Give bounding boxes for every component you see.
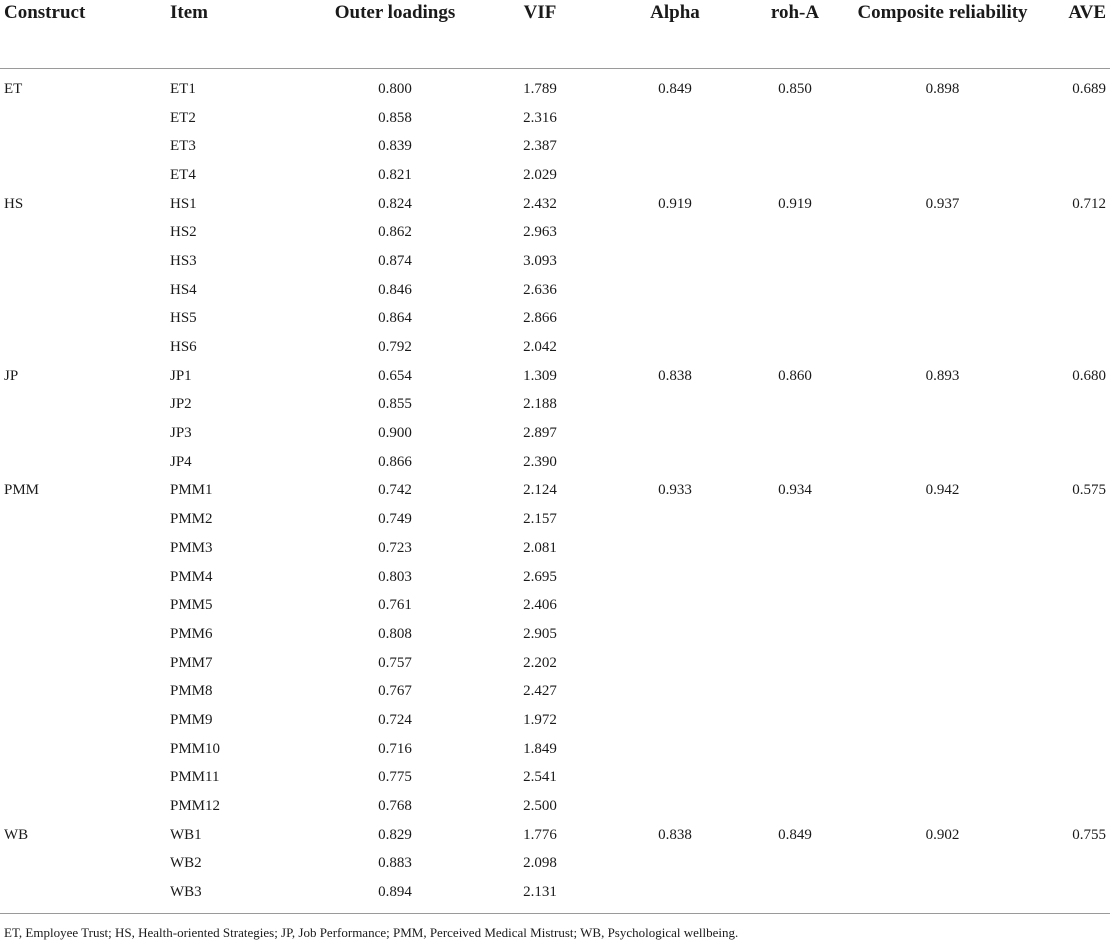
cell-composite-reliability <box>850 620 1035 649</box>
cell-construct <box>0 218 156 247</box>
cell-composite-reliability <box>850 247 1035 276</box>
cell-construct: WB <box>4 826 29 843</box>
table-footnote: ET, Employee Trust; HS, Health-oriented Strategies; JP, Job Performance; PMM, Perceived Medical Mistrust; WB, Psychological wellbeing. <box>4 925 739 940</box>
cell-composite-reliability <box>850 419 1035 448</box>
cell-construct <box>0 534 156 563</box>
cell-outer-loading: 0.808 <box>378 625 412 642</box>
table-row <box>0 878 1110 913</box>
cell-roh-a: 0.850 <box>778 80 812 97</box>
table-row <box>0 247 1110 276</box>
cell-ave <box>1035 391 1110 420</box>
header-composite-reliability: Composite reliability <box>850 0 1035 69</box>
cell-outer-loading: 0.894 <box>320 878 470 913</box>
cell-outer-loading: 0.723 <box>378 539 412 556</box>
table-row <box>0 620 1110 649</box>
cell-ave <box>1035 591 1110 620</box>
cell-construct <box>0 104 156 133</box>
cell-outer-loading: 0.874 <box>378 252 412 269</box>
cell-roh-a: 0.934 <box>778 482 812 499</box>
cell-composite-reliability: 0.942 <box>925 482 960 499</box>
cell-outer-loading: 0.900 <box>378 425 412 442</box>
cell-composite-reliability <box>850 218 1035 247</box>
cell-alpha <box>610 563 740 592</box>
cell-ave: 0.712 <box>1072 195 1106 212</box>
cell-composite-reliability <box>850 591 1035 620</box>
cell-vif: 3.093 <box>523 252 557 269</box>
cell-composite-reliability: 0.893 <box>925 367 960 384</box>
cell-ave <box>1035 792 1110 821</box>
cell-ave: 0.575 <box>1072 482 1106 499</box>
cell-alpha <box>610 161 740 190</box>
cell-composite-reliability <box>850 677 1035 706</box>
cell-alpha <box>610 419 740 448</box>
cell-ave: 0.755 <box>1072 826 1106 843</box>
cell-item: PMM7 <box>170 654 213 671</box>
cell-composite-reliability <box>850 161 1035 190</box>
cell-item: PMM6 <box>170 625 213 642</box>
table-row <box>0 591 1110 620</box>
cell-alpha <box>610 878 740 913</box>
cell-item: WB3 <box>156 878 320 913</box>
cell-alpha <box>610 649 740 678</box>
table-row <box>0 391 1110 420</box>
cell-item: HS6 <box>170 339 197 356</box>
cell-composite-reliability: 0.902 <box>925 826 960 843</box>
cell-alpha: 0.849 <box>658 80 692 97</box>
cell-roh-a: 0.849 <box>778 826 812 843</box>
table-row <box>0 821 1110 850</box>
cell-item: PMM4 <box>170 568 213 585</box>
cell-ave <box>1035 563 1110 592</box>
cell-construct <box>0 448 156 477</box>
cell-item: JP2 <box>170 396 192 413</box>
cell-roh-a <box>740 247 850 276</box>
table-row <box>0 132 1110 161</box>
cell-alpha <box>610 218 740 247</box>
table-row <box>0 104 1110 133</box>
cell-outer-loading: 0.883 <box>378 855 412 872</box>
table-row <box>0 305 1110 334</box>
cell-vif: 2.042 <box>523 339 557 356</box>
table-row <box>0 69 1110 104</box>
cell-alpha <box>610 104 740 133</box>
cell-roh-a <box>740 850 850 879</box>
cell-ave <box>1035 448 1110 477</box>
cell-vif: 1.776 <box>523 826 557 843</box>
cell-roh-a <box>740 161 850 190</box>
table-row <box>0 850 1110 879</box>
cell-outer-loading: 0.858 <box>378 109 412 126</box>
cell-construct <box>0 620 156 649</box>
cell-alpha <box>610 305 740 334</box>
cell-construct <box>0 677 156 706</box>
cell-composite-reliability <box>850 706 1035 735</box>
table-row <box>0 419 1110 448</box>
cell-roh-a <box>740 735 850 764</box>
table-row <box>0 190 1110 219</box>
cell-roh-a <box>740 448 850 477</box>
cell-outer-loading: 0.862 <box>378 224 412 241</box>
cell-roh-a <box>740 620 850 649</box>
cell-ave <box>1035 764 1110 793</box>
table-row <box>0 448 1110 477</box>
cell-construct <box>0 419 156 448</box>
cell-composite-reliability <box>850 132 1035 161</box>
cell-ave: 0.689 <box>1072 80 1106 97</box>
cell-outer-loading: 0.761 <box>378 597 412 614</box>
cell-vif: 2.316 <box>523 109 557 126</box>
table-row <box>0 649 1110 678</box>
cell-vif: 2.500 <box>523 798 557 815</box>
cell-alpha <box>610 505 740 534</box>
cell-vif: 2.905 <box>523 625 557 642</box>
cell-construct <box>0 764 156 793</box>
cell-outer-loading: 0.800 <box>378 80 412 97</box>
cell-outer-loading: 0.767 <box>378 683 412 700</box>
header-item: Item <box>156 0 320 69</box>
cell-item: PMM8 <box>170 683 213 700</box>
cell-composite-reliability <box>850 448 1035 477</box>
cell-item: PMM12 <box>170 798 221 815</box>
cell-outer-loading: 0.821 <box>378 166 412 183</box>
cell-vif: 2.098 <box>523 855 557 872</box>
cell-roh-a <box>740 677 850 706</box>
table-row <box>0 161 1110 190</box>
cell-vif: 2.427 <box>523 683 557 700</box>
cell-outer-loading: 0.716 <box>378 740 412 757</box>
cell-roh-a <box>740 333 850 362</box>
cell-roh-a <box>740 563 850 592</box>
cell-alpha: 0.838 <box>658 367 692 384</box>
cell-alpha <box>610 534 740 563</box>
cell-item: HS3 <box>170 252 197 269</box>
cell-construct <box>0 591 156 620</box>
cell-ave <box>1035 276 1110 305</box>
cell-alpha <box>610 448 740 477</box>
cell-vif: 2.124 <box>523 482 557 499</box>
table-row <box>0 563 1110 592</box>
cell-construct <box>0 305 156 334</box>
cell-ave <box>1035 878 1110 913</box>
cell-outer-loading: 0.864 <box>378 310 412 327</box>
cell-item: JP1 <box>170 367 192 384</box>
table-body <box>0 69 1110 914</box>
cell-item: PMM1 <box>170 482 213 499</box>
cell-outer-loading: 0.839 <box>378 138 412 155</box>
table-row <box>0 505 1110 534</box>
cell-construct <box>0 333 156 362</box>
cell-composite-reliability: 0.937 <box>925 195 960 212</box>
cell-ave <box>1035 218 1110 247</box>
cell-item: WB2 <box>170 855 202 872</box>
table-row <box>0 735 1110 764</box>
cell-ave: 0.680 <box>1072 367 1106 384</box>
cell-alpha <box>610 850 740 879</box>
cell-vif: 2.390 <box>523 453 557 470</box>
cell-composite-reliability <box>850 563 1035 592</box>
cell-composite-reliability <box>850 333 1035 362</box>
table-row <box>0 677 1110 706</box>
cell-roh-a: 0.860 <box>778 367 812 384</box>
table-row <box>0 534 1110 563</box>
cell-ave <box>1035 333 1110 362</box>
cell-construct <box>0 391 156 420</box>
cell-alpha <box>610 735 740 764</box>
cell-construct: PMM <box>4 482 40 499</box>
cell-outer-loading: 0.829 <box>378 826 412 843</box>
cell-roh-a <box>740 534 850 563</box>
cell-ave <box>1035 419 1110 448</box>
header-ave: AVE <box>1035 0 1110 69</box>
table-row <box>0 792 1110 821</box>
cell-item: HS2 <box>170 224 197 241</box>
cell-composite-reliability <box>850 764 1035 793</box>
cell-vif: 2.157 <box>523 511 557 528</box>
cell-composite-reliability <box>850 276 1035 305</box>
cell-vif: 2.695 <box>523 568 557 585</box>
cell-roh-a <box>740 305 850 334</box>
cell-roh-a <box>740 505 850 534</box>
cell-construct <box>0 505 156 534</box>
cell-outer-loading: 0.775 <box>378 769 412 786</box>
cell-composite-reliability <box>850 735 1035 764</box>
cell-alpha: 0.919 <box>658 195 692 212</box>
cell-vif: 2.081 <box>523 539 557 556</box>
cell-vif: 2.897 <box>523 425 557 442</box>
cell-vif: 2.029 <box>523 166 557 183</box>
cell-vif: 1.972 <box>523 711 557 728</box>
cell-item: PMM5 <box>170 597 213 614</box>
cell-item: HS5 <box>170 310 197 327</box>
cell-item: ET4 <box>170 166 196 183</box>
cell-outer-loading: 0.724 <box>378 711 412 728</box>
cell-construct: JP <box>4 367 19 384</box>
cell-alpha: 0.933 <box>658 482 692 499</box>
cell-construct <box>0 161 156 190</box>
cell-construct <box>0 792 156 821</box>
table-row <box>0 362 1110 391</box>
cell-item: ET2 <box>170 109 196 126</box>
cell-outer-loading: 0.803 <box>378 568 412 585</box>
cell-item: HS1 <box>170 195 197 212</box>
cell-composite-reliability <box>850 878 1035 913</box>
table-row <box>0 477 1110 506</box>
cell-item: PMM3 <box>170 539 213 556</box>
header-outer-loadings: Outer loadings <box>320 0 470 69</box>
cell-ave <box>1035 505 1110 534</box>
cell-ave <box>1035 305 1110 334</box>
cell-item: JP3 <box>170 425 192 442</box>
cell-composite-reliability <box>850 850 1035 879</box>
cell-item: WB1 <box>170 826 202 843</box>
cell-outer-loading: 0.824 <box>378 195 412 212</box>
cell-ave <box>1035 247 1110 276</box>
cell-alpha <box>610 247 740 276</box>
cell-construct <box>0 878 156 913</box>
cell-outer-loading: 0.654 <box>378 367 412 384</box>
cell-construct <box>0 706 156 735</box>
cell-alpha <box>610 620 740 649</box>
header-roh-a: roh-A <box>740 0 850 69</box>
cell-vif: 2.432 <box>523 195 557 212</box>
cell-composite-reliability: 0.898 <box>925 80 960 97</box>
cell-composite-reliability <box>850 305 1035 334</box>
cell-vif: 1.309 <box>523 367 557 384</box>
cell-construct <box>0 132 156 161</box>
cell-vif: 2.188 <box>523 396 557 413</box>
table-row <box>0 218 1110 247</box>
cell-vif: 2.636 <box>523 281 557 298</box>
cell-item: PMM2 <box>170 511 213 528</box>
cell-vif: 2.866 <box>523 310 557 327</box>
cell-composite-reliability <box>850 649 1035 678</box>
cell-ave <box>1035 735 1110 764</box>
cell-outer-loading: 0.757 <box>378 654 412 671</box>
cell-vif: 2.202 <box>523 654 557 671</box>
cell-vif: 2.131 <box>470 878 610 913</box>
cell-alpha <box>610 677 740 706</box>
cell-roh-a <box>740 706 850 735</box>
cell-roh-a: 0.919 <box>778 195 812 212</box>
cell-roh-a <box>740 218 850 247</box>
cell-roh-a <box>740 764 850 793</box>
header-alpha: Alpha <box>610 0 740 69</box>
cell-roh-a <box>740 649 850 678</box>
table-row <box>0 333 1110 362</box>
cell-composite-reliability <box>850 792 1035 821</box>
cell-roh-a <box>740 878 850 913</box>
cell-roh-a <box>740 276 850 305</box>
cell-vif: 2.406 <box>523 597 557 614</box>
cell-outer-loading: 0.792 <box>378 339 412 356</box>
cell-roh-a <box>740 792 850 821</box>
header-construct: Construct <box>0 0 156 69</box>
cell-ave <box>1035 620 1110 649</box>
cell-outer-loading: 0.855 <box>378 396 412 413</box>
cell-vif: 2.541 <box>523 769 557 786</box>
header-row <box>0 0 1110 69</box>
cell-composite-reliability <box>850 534 1035 563</box>
cell-composite-reliability <box>850 391 1035 420</box>
cell-vif: 1.849 <box>523 740 557 757</box>
cell-construct <box>0 850 156 879</box>
cell-roh-a <box>740 419 850 448</box>
cell-item: JP4 <box>170 453 192 470</box>
cell-alpha: 0.838 <box>658 826 692 843</box>
table-row <box>0 706 1110 735</box>
cell-alpha <box>610 333 740 362</box>
cell-item: ET3 <box>170 138 196 155</box>
cell-ave <box>1035 161 1110 190</box>
cell-alpha <box>610 591 740 620</box>
cell-alpha <box>610 706 740 735</box>
cell-ave <box>1035 132 1110 161</box>
cell-item: PMM11 <box>170 769 220 786</box>
cell-vif: 2.963 <box>523 224 557 241</box>
cell-alpha <box>610 764 740 793</box>
cell-outer-loading: 0.749 <box>378 511 412 528</box>
cell-construct <box>0 735 156 764</box>
cell-item: PMM10 <box>170 740 221 757</box>
cell-ave <box>1035 706 1110 735</box>
cell-alpha <box>610 276 740 305</box>
cell-composite-reliability <box>850 505 1035 534</box>
cell-construct <box>0 247 156 276</box>
header-vif: VIF <box>470 0 610 69</box>
table-row <box>0 276 1110 305</box>
cell-roh-a <box>740 104 850 133</box>
cell-alpha <box>610 792 740 821</box>
cell-vif: 2.387 <box>523 138 557 155</box>
table-header <box>0 0 1110 69</box>
cell-composite-reliability <box>850 104 1035 133</box>
cell-construct <box>0 563 156 592</box>
cell-vif: 1.789 <box>523 80 557 97</box>
cell-item: ET1 <box>170 80 196 97</box>
cell-ave <box>1035 850 1110 879</box>
cell-ave <box>1035 534 1110 563</box>
cell-alpha <box>610 391 740 420</box>
cell-outer-loading: 0.846 <box>378 281 412 298</box>
cell-construct <box>0 649 156 678</box>
table-row <box>0 764 1110 793</box>
cell-construct: ET <box>4 80 23 97</box>
cell-outer-loading: 0.742 <box>378 482 412 499</box>
cell-ave <box>1035 677 1110 706</box>
cell-roh-a <box>740 591 850 620</box>
cell-roh-a <box>740 132 850 161</box>
cell-ave <box>1035 104 1110 133</box>
cell-construct: HS <box>4 195 24 212</box>
cell-ave <box>1035 649 1110 678</box>
cell-outer-loading: 0.866 <box>378 453 412 470</box>
cell-alpha <box>610 132 740 161</box>
cell-item: HS4 <box>170 281 197 298</box>
cell-outer-loading: 0.768 <box>378 798 412 815</box>
cell-roh-a <box>740 391 850 420</box>
cell-item: PMM9 <box>170 711 213 728</box>
cell-construct <box>0 276 156 305</box>
